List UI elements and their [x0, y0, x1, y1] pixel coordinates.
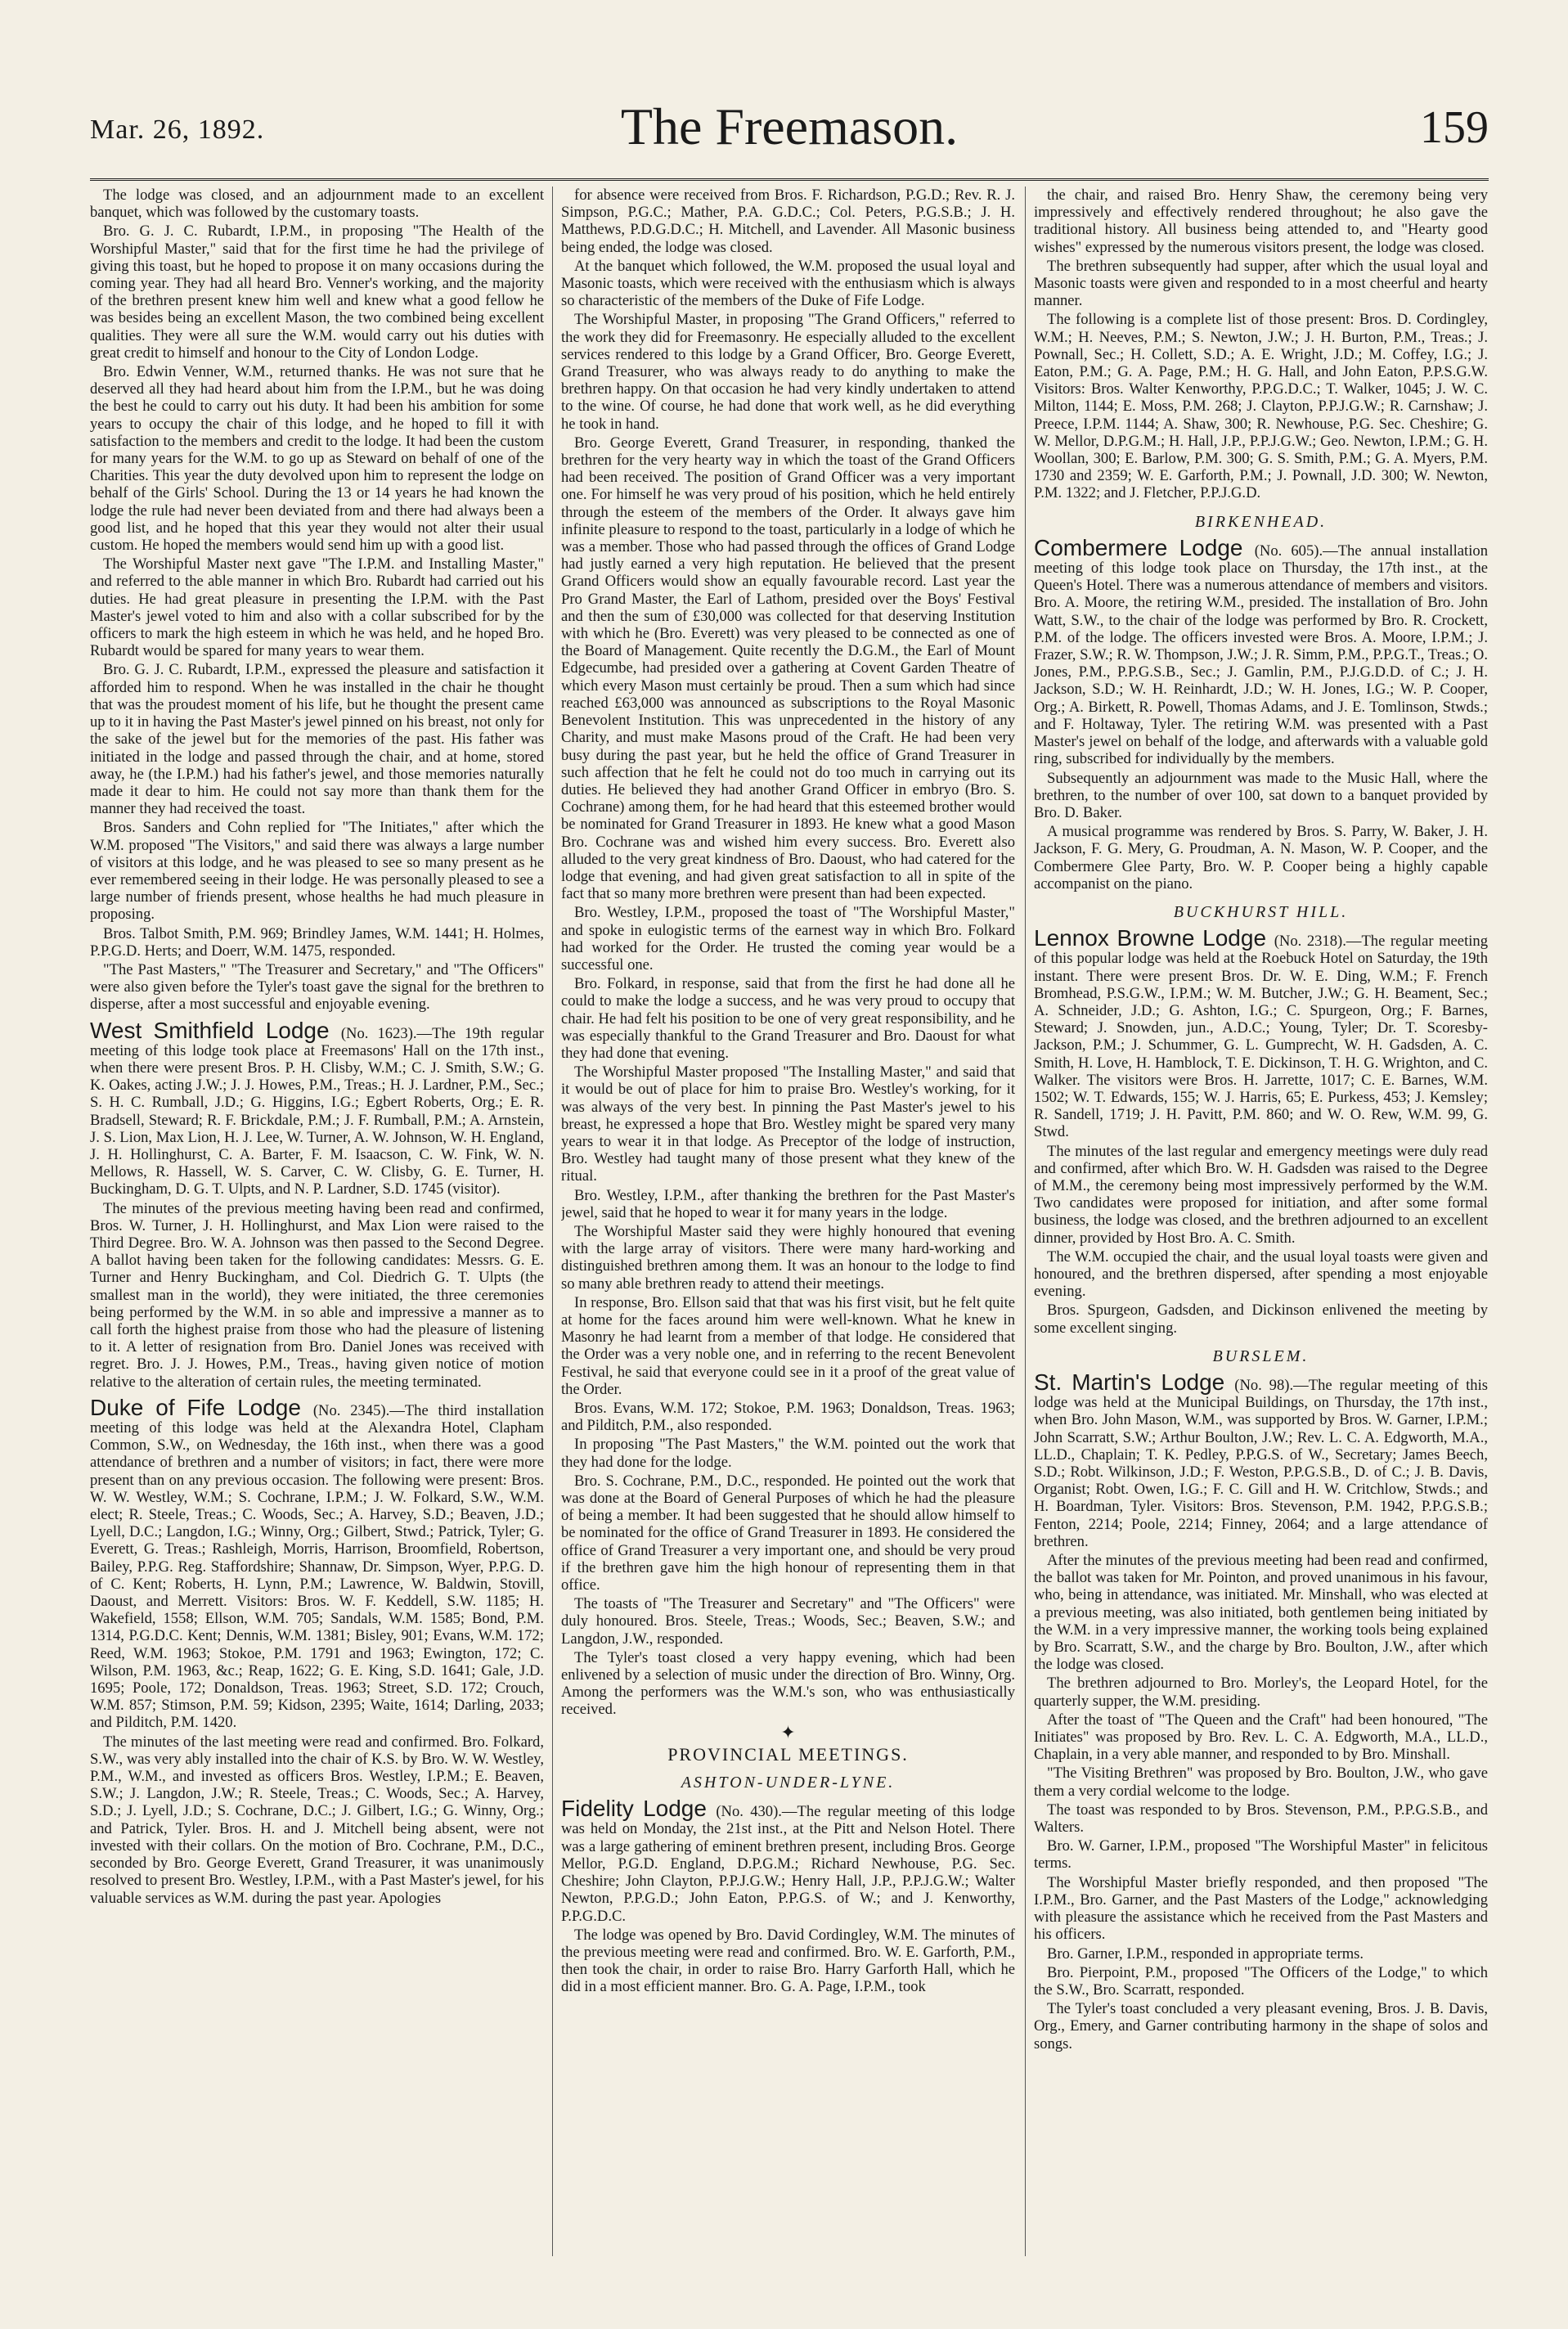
paragraph: St. Martin's Lodge (No. 98).—The regular meeting of this lodge was held at the Municipal Buildings, on Thursday, the 17th inst., when Bro. John Mason, W.M., was supported by Bros. W. Garner, I.P.M.; John Scarratt, S.W.; Arthur Boulton, J.W.; Rev. L. C. A. Edgworth, M.A., LL.D., Chaplain; T. K. Pedley, P.P.G.S. of W., Secretary; James Beech, S.D.; Robt. Wilkinson, J.D.; F. Weston, P.P.G.S.B., D. of C.; J. B. Davis, Organist; Robt. Owen, I.G.; F. C. Gill and H. W. Critchlow, Stwds.; and H. Boardman, Tyler. Visitors: Bros. Stevenson, P.M. 1942, P.P.G.S.B.; Fenton, 2214; Poole, 2214; Finney, 2064; and a large attendance of brethren. — [1034, 1369, 1488, 1550]
paragraph: Bro. W. Garner, I.P.M., proposed "The Worshipful Master" in felicitous terms. — [1034, 1837, 1488, 1873]
paragraph: In response, Bro. Ellson said that that was his first visit, but he felt quite at home for the faces around him were well-known. What he knew in Masonry he had learnt from a member of that lodge. He considered that the Order was a very noble one, and in referring to the recent Benevolent Festival, he said that everyone could see in it a proof of the great value of the Order. — [561, 1293, 1015, 1398]
paragraph: The brethren adjourned to Bro. Morley's, the Leopard Hotel, for the quarterly supper, the W.M. presiding. — [1034, 1675, 1488, 1710]
paragraph: Bro. George Everett, Grand Treasurer, in responding, thanked the brethren for the very hearty way in which the toast of the Grand Officers had been received. The position of Grand Officer was a very important one. For himself he was very proud of his position, which he held entirely through the esteem of the members of the Order. It always gave him infinite pleasure to respond to the toast, particularly in a lodge of which he was a member. Those who had passed through the offices of Grand Lodge had justly earned a very high reputation. He believed that the present Grand Officers would show an equally favourable record. Last year the Pro Grand Master, the Earl of Lathom, presided over the Boys' Festival and then the sum of £30,000 was collected for that deserving Institution with which he (Bro. Everett) was very pleased to be connected as one of the Board of Management. Quite recently the D.G.M., the Earl of Mount Edgecumbe, had presided over a gathering at Covent Garden Theatre of which every Mason must certainly be proud. Then a sum which had since reached £63,000 was announced as subscriptions to the Royal Masonic Benevolent Institution. This was unprecedented in the history of any Charity, and must make Masons proud of the Craft. He had been very busy during the past year, but he held the office of Grand Treasurer in such affection that he felt he could not do too much in carrying out its duties. He believed they had another Grand Officer in embryo (Bro. S. Cochrane) among them, for he had heard that this esteemed brother would be nominated for Grand Treasurer in 1893. He knew what a good Mason Bro. Cochrane was and wished him every success. Bro. Everett also alluded to the very great kindness of Bro. Daoust, who had catered for the lodge that evening, and had given great satisfaction to all in spite of the fact that so many more brethren were present than had been expected. — [561, 434, 1015, 903]
lodge-name: Lennox Browne Lodge — [1034, 925, 1274, 951]
section-ornament: ✦ — [780, 1721, 796, 1742]
paragraph: The minutes of the previous meeting having been read and confirmed, Bros. W. Turner, J. H. Hollinghurst, and Max Lion were raised to the Third Degree. Bro. W. A. Johnson was then passed to the Second Degree. A ballot having been taken for the following candidates: Messrs. G. E. Turner and Henry Buckingham, and Col. Diedrich G. T. Ulpts (the smallest man in the world), they were initiated, the three ceremonies being performed by the W.M. in so able and impressive a manner as to call forth the highest praise from those who had the pleasure of listening to it. A letter of resignation from Bro. Daniel Jones was received with regret. Bro. J. J. Howes, P.M., Treas., having given notice of motion relative to the alteration of certain rules, the meeting terminated. — [90, 1199, 544, 1391]
place-heading-burslem: BURSLEM. — [1212, 1347, 1310, 1365]
paragraph: Combermere Lodge (No. 605).—The annual installation meeting of this lodge took place on Thursday, the 17th inst., at the Queen's Hotel. There was a numerous attendance of members and visitors. Bro. A. Moore, the retiring W.M., presided. The installation of Bro. John Watt, S.W., to the chair of the lodge was performed by Bro. R. Crockett, P.M. of the lodge. The officers invested were Bros. A. Moore, I.P.M.; J. Frazer, S.W.; R. W. Thompson, J.W.; J. R. Simm, P.M., P.P.G.T., Treas.; O. Jones, P.M., P.P.G.S.B., Sec.; J. Gamlin, P.M., P.J.G.D.D. of C.; J. H. Jackson, S.D.; W. H. Reinhardt, J.D.; W. H. Jones, I.G.; W. P. Cooper, Org.; A. Birkett, R. Powell, Thomas Adams, and J. E. Tomlinson, Stwds.; and F. Holtaway, Tyler. The retiring W.M. was presented with a Past Master's jewel on behalf of the lodge, and afterwards with a valuable gold ring, subscribed for individually by the members. — [1034, 534, 1488, 768]
paragraph: The W.M. occupied the chair, and the usual loyal toasts were given and honoured, and the brethren dispersed, after spending a most enjoyable evening. — [1034, 1248, 1488, 1301]
paragraph: The following is a complete list of those present: Bros. D. Cordingley, W.M.; H. Neeves, P.M.; S. Newton, J.W.; J. H. Burton, P.M., Treas.; J. Pownall, Sec.; H. Collett, S.D.; A. E. Wright, J.D.; M. Coffey, I.G.; J. Eaton, P.M.; G. A. Page, P.M.; H. G. Hall, and John Eaton, P.P.S.G.W. Visitors: Bros. Walter Kenworthy, P.P.G.D.C.; T. Walker, 1045; J. W. C. Milton, 1144; E. Moss, P.M. 268; J. Clayton, P.P.J.G.W.; R. Carnshaw; J. Preece, I.P.M. 1144; A. Shaw, 300; R. Newhouse, P.G. Sec. Cheshire; G. W. Mellor, D.P.G.M.; H. Hall, J.P., P.P.J.G.W.; Geo. Newton, I.P.M.; G. H. Woollan, 300; E. Barlow, P.M. 300; G. S. Smith, P.M.; G. A. Myers, P.M. 1730 and 2359; W. E. Garforth, P.M.; J. Pownall, J.D. 300; W. Newton, P.M. 1322; and J. Fletcher, P.P.J.G.D. — [1034, 311, 1488, 502]
paragraph: Bros. Evans, W.M. 172; Stokoe, P.M. 1963; Donaldson, Treas. 1963; and Pilditch, P.M., also responded. — [561, 1400, 1015, 1435]
paragraph: The minutes of the last meeting were read and confirmed. Bro. Folkard, S.W., was very ably installed into the chair of K.S. by Bro. W. W. Westley, P.M., W.M., and invested as officers Bros. Westley, I.P.M.; E. Beaven, S.W.; J. Langdon, J.W.; R. Steele, Treas.; C. Woods, Sec.; A. Harvey, S.D.; J. Lyell, J.D.; S. Cochrane, D.C.; J. Gilbert, I.G.; G. Winny, Org.; and Patrick, Tyler. Bros. H. and J. Mitchell being absent, were not invested with their collars. On the motion of Bro. Cochrane, P.M., D.C., seconded by Bro. George Everett, Grand Treasurer, it was unanimously resolved to present Bro. Westley, I.P.M., with a Past Master's jewel, for his valuable services as W.M. during the past year. Apologies — [90, 1733, 544, 1907]
paragraph: The lodge was closed, and an adjournment made to an excellent banquet, which was followed by the customary toasts. — [90, 187, 544, 222]
paragraph: Duke of Fife Lodge (No. 2345).—The third installation meeting of this lodge was held at the Alexandra Hotel, Clapham Common, S.W., on Wednesday, the 16th inst., when there was a good attendance of brethren and a number of visitors; in fact, there were more present than on any previous occasion. The following were present: Bros. W. W. Westley, W.M.; S. Cochrane, I.P.M.; J. W. Folkard, S.W., W.M. elect; R. Steele, Treas.; C. Woods, Sec.; A. Harvey, S.D.; Beaven, J.D.; Lyell, D.C.; Langdon, I.G.; Winny, Org.; Gilbert, Stwd.; Patrick, Tyler; G. Everett, G. Treas.; Rashleigh, Morris, Harrison, Broomfield, Robertson, Bailey, P.P.G. Reg. Staffordshire; Shannaw, Dr. Simpson, Wyer, P.P.G. D. of C. Kent; Roberts, H. Lynn, P.M.; Lawrence, W. Baldwin, Stovill, Daoust, and Merrett. Visitors: Bros. W. F. Keddell, S.W. 1185; H. Wakefield, 1558; Ellson, W.M. 705; Sandals, W.M. 1585; Bond, P.M. 1314, P.G.D.C. Kent; Dennis, W.M. 1381; Bisley, 901; Evans, W.M. 172; Reed, W.M. 1963; Stokoe, P.M. 1791 and 1963; Ewington, 172; C. Wilson, P.M. 1963, &c.; Reap, 1622; G. E. King, S.D. 1641; Gale, J.D. 1695; Poole, 172; Donaldson, Treas. 1963; Street, S.D. 172; Crouch, W.M. 857; Stimson, P.M. 59; Kidson, 2395; Waite, 1614; Darling, 2033; and Pilditch, P.M. 1420. — [90, 1394, 544, 1732]
paragraph: the chair, and raised Bro. Henry Shaw, the ceremony being very impressively and effectively rendered throughout; he also gave the traditional history. All business being attended to, and "Hearty good wishes" expressed by the numerous visitors present, the lodge was closed. — [1034, 187, 1488, 256]
paragraph: The Tyler's toast concluded a very pleasant evening, Bros. J. B. Davis, Org., Emery, and Garner contributing harmony in the shape of solos and songs. — [1034, 2000, 1488, 2052]
paragraph: "The Past Masters," "The Treasurer and Secretary," and "The Officers" were also given before the Tyler's toast gave the signal for the brethren to disperse, after a most successful and enjoyable evening. — [90, 960, 544, 1014]
paragraph: Bros. Spurgeon, Gadsden, and Dickinson enlivened the meeting by some excellent singing. — [1034, 1302, 1488, 1337]
paragraph: The Worshipful Master said they were highly honoured that evening with the large array of visitors. There were many hard-working and distinguished brethren among them. It was an honour to the lodge to find so many able brethren ready to attend their meetings. — [561, 1222, 1015, 1293]
paragraph: Bros. Talbot Smith, P.M. 969; Brindley James, W.M. 1441; H. Holmes, P.P.G.D. Herts; and Doerr, W.M. 1475, responded. — [90, 924, 544, 960]
issue-date: Mar. 26, 1892. — [90, 115, 265, 145]
paragraph: After the minutes of the previous meeting had been read and confirmed, the ballot was taken for Mr. Pointon, and proved unanimous in his favour, who, being in attendance, was initiated. Mr. Minshall, who was elected at a previous meeting, was also initiated, both gentlemen being initiated by the W.M. in a very impressive manner, the working tools being explained by Bro. Scarratt, S.W., and the charge by Bro. Boulton, J.W., after which the lodge was closed. — [1034, 1552, 1488, 1674]
paragraph: Fidelity Lodge (No. 430).—The regular meeting of this lodge was held on Monday, the 21st inst., at the Pitt and Nelson Hotel. There was a large gathering of eminent brethren present, including Bros. George Mellor, P.G.D. England, D.P.G.M.; Richard Newhouse, P.G. Sec. Cheshire; John Clayton, P.P.J.G.W.; Henry Hall, J.P., P.P.J.G.W.; Walter Newton, P.P.G.D.; John Eaton, P.P.G.S. of W.; and J. Kenworthy, P.P.G.D.C. — [561, 1796, 1015, 1925]
paragraph: The Worshipful Master proposed "The Installing Master," and said that it would be out of place for him to praise Bro. Westley's working, for it was always of the very best. In pinning the Past Master's jewel to his breast, he expressed a hope that Bro. Westley might be spared very many years to wear it in that lodge. As Preceptor of the lodge of instruction, Bro. Westley had taught many of those present what they knew of the ritual. — [561, 1063, 1015, 1185]
lodge-name: Combermere Lodge — [1034, 534, 1255, 560]
paragraph: Bros. Sanders and Cohn replied for "The Initiates," after which the W.M. proposed "The Visitors," and said there was always a large number of visitors at this lodge, and he was pleased to see so many present as he ever remembered seeing in their lodge. He was personally pleased to see a large number of friends present, whose healths he had much pleasure in proposing. — [90, 819, 544, 924]
paragraph: for absence were received from Bros. F. Richardson, P.G.D.; Rev. R. J. Simpson, P.G.C.; Mather, P.A. G.D.C.; Col. Peters, P.G.S.B.; J. H. Matthews, P.D.G.D.C.; H. Mitchell, and Lavender. All Masonic business being ended, the lodge was closed. — [561, 187, 1015, 256]
paragraph: The lodge was opened by Bro. David Cordingley, W.M. The minutes of the previous meeting were read and confirmed. Bro. W. E. Garforth, P.M., then took the chair, in order to raise Bro. Harry Garforth Hall, which he did in a most efficient manner. Bro. G. A. Page, I.P.M., took — [561, 1926, 1015, 1996]
column-1 — [90, 187, 544, 2256]
place-heading-buckhurst: BUCKHURST HILL. — [1173, 902, 1349, 921]
lodge-name: West Smithfield Lodge — [90, 1017, 341, 1043]
column-3 — [1034, 187, 1488, 2256]
paragraph: After the toast of "The Queen and the Craft" had been honoured, "The Initiates" was proposed by Bro. Rev. L. C. A. Edgworth, M.A., LL.D., Chaplain, in a very able manner, and responded to by Bro. Minshall. — [1034, 1711, 1488, 1764]
paragraph: The brethren subsequently had supper, after which the usual loyal and Masonic toasts were given and responded to in a most cheerful and hearty manner. — [1034, 257, 1488, 310]
paragraph: The Worshipful Master, in proposing "The Grand Officers," referred to the work they did for Freemasonry. He especially alluded to the excellent services rendered to this lodge by a Grand Officer, Bro. George Everett, Grand Treasurer, who was always ready to do anything to make the brethren happy. On that occasion he had very kindly undertaken to attend to the wine. Of course, he had done that work well, as he did everything he took in hand. — [561, 311, 1015, 433]
paragraph: At the banquet which followed, the W.M. proposed the usual loyal and Masonic toasts, which were received with the enthusiasm which is always so characteristic of the members of the Duke of Fife Lodge. — [561, 257, 1015, 310]
lodge-name: St. Martin's Lodge — [1034, 1369, 1235, 1395]
paragraph: Subsequently an adjournment was made to the Music Hall, where the brethren, to the number of over 100, sat down to a banquet provided by Bro. D. Baker. — [1034, 769, 1488, 821]
paragraph: The Worshipful Master next gave "The I.P.M. and Installing Master," and referred to the able manner in which Bro. Rubardt had carried out his duties. He had great pleasure in presenting the I.P.M. with the Past Master's jewel voted to him and also with a collar subscribed for by the officers to mark the high esteem in which he was held, and he hoped Bro. Rubardt would be spared for many years to wear them. — [90, 555, 544, 660]
paragraph: Bro. Folkard, in response, said that from the first he had done all he could to make the lodge a success, and he was very proud to occupy that chair. He had felt his position to be one of very great responsibility, and he was especially thankful to the Grand Treasurer and Bro. Daoust for what they had done that evening. — [561, 975, 1015, 1062]
header-rule — [90, 178, 1489, 184]
column-2 — [561, 187, 1015, 2256]
paragraph: Bro. Pierpoint, P.M., proposed "The Officers of the Lodge," to which the S.W., Bro. Scarratt, responded. — [1034, 1963, 1488, 1999]
paragraph: Bro. G. J. C. Rubardt, I.P.M., in proposing "The Health of the Worshipful Master," said that for the first time he had the privilege of giving this toast, but he hoped to propose it on many occasions during the coming year. They had all heard Bro. Venner's working, and the majority of the brethren present knew him well and knew what a good fellow he was besides being an excellent Mason, the two combined being excellent qualities. They were all sure the W.M. would carry out his duties with great credit to himself and honour to the City of London Lodge. — [90, 223, 544, 362]
paragraph: Bro. Garner, I.P.M., responded in appropriate terms. — [1047, 1945, 1364, 1963]
place-heading-birkenhead: BIRKENHEAD. — [1194, 512, 1328, 531]
paragraph: Bro. Westley, I.P.M., proposed the toast of "The Worshipful Master," and spoke in eulogistic terms of the earnest way in which Bro. Folkard had worked for the Order. He trusted the coming year would be a successful one. — [561, 904, 1015, 973]
column-divider — [1025, 187, 1026, 2256]
paragraph: Bro. Westley, I.P.M., after thanking the brethren for the Past Master's jewel, said that he hoped to wear it for many years in the lodge. — [561, 1186, 1015, 1221]
paragraph: The toast was responded to by Bros. Stevenson, P.M., P.P.G.S.B., and Walters. — [1034, 1801, 1488, 1837]
paragraph: The Worshipful Master briefly responded, and then proposed "The I.P.M., Bro. Garner, and the Past Masters of the Lodge," acknowledging with pleasure the assistance which he received from the Past Masters and his officers. — [1034, 1873, 1488, 1944]
paragraph: Bro. Edwin Venner, W.M., returned thanks. He was not sure that he deserved all they had heard about him from the I.P.M., but he was doing the best he could to carry out his duty. It had been his ambition for some years to occupy the chair of this lodge, and he hoped to fill it with satisfaction to the members and credit to the lodge. It had been the custom for many years for the W.M. to go up as Steward on behalf of one of the Charities. This year the duty devolved upon him to represent the lodge on behalf of the Girls' School. During the 13 or 14 years he had known the lodge the rule had never been deviated from and there had always been a good list, and he hoped that this year they would not alter their usual custom. He hoped the members would send him up with a good list. — [90, 363, 544, 555]
page-header — [90, 90, 1489, 155]
paragraph: The toasts of "The Treasurer and Secretary" and "The Officers" were duly honoured. Bros. Steele, Treas.; Woods, Sec.; Beaven, S.W.; and Langdon, J.W., responded. — [561, 1595, 1015, 1648]
lodge-name: Fidelity Lodge — [561, 1796, 717, 1822]
page-number: 159 — [1420, 102, 1489, 153]
lodge-name: Duke of Fife Lodge — [90, 1394, 313, 1420]
paragraph: The minutes of the last regular and emergency meetings were duly read and confirmed, after which Bro. W. H. Gadsden was raised to the Degree of M.M., the ceremony being most impressively performed by the W.M. Two candidates were proposed for initiation, and after some formal business, the lodge was closed, and the brethren adjourned to an excellent dinner, provided by Host Bro. A. C. Smith. — [1034, 1142, 1488, 1247]
place-heading-ashton: ASHTON-UNDER-LYNE. — [681, 1774, 896, 1792]
paragraph: In proposing "The Past Masters," the W.M. pointed out the work that they had done for the lodge. — [561, 1436, 1015, 1471]
masthead-title: The Freemason. — [620, 97, 959, 155]
paragraph: A musical programme was rendered by Bros. S. Parry, W. Baker, J. H. Jackson, F. G. Mery, G. Proudman, A. N. Mason, W. P. Cooper, and the Combermere Glee Party, Bro. W. P. Cooper being a highly capable accompanist on the piano. — [1034, 823, 1488, 892]
paragraph: West Smithfield Lodge (No. 1623).—The 19th regular meeting of this lodge took place at Freemasons' Hall on the 17th inst., when there were present Bros. P. H. Clisby, W.M.; C. J. Smith, S.W.; G. K. Oakes, acting J.W.; J. J. Howes, P.M., Treas.; H. J. Lardner, P.M., Sec.; S. H. C. Rumball, J.D.; G. Higgins, I.G.; Egbert Roberts, Org.; E. R. Bradsell, Steward; R. F. Brickdale, P.M.; J. F. Rumball, P.M.; A. Arnstein, J. S. Lion, Max Lion, H. J. Lee, W. Turner, A. W. Johnson, W. H. England, J. H. Hollinghurst, C. A. Barter, F. M. Isaacson, C. W. Fink, W. N. Mellows, R. Hassell, W. S. Carver, C. W. Clisby, G. E. Turner, H. Buckingham, D. G. T. Ulpts, and N. P. Lardner, S.D. 1745 (visitor). — [90, 1017, 544, 1198]
paragraph: Bro. G. J. C. Rubardt, I.P.M., expressed the pleasure and satisfaction it afforded him to respond. When he was installed in the chair he thought that was the proudest moment of his life, but he thought the present came up to it in having the Past Master's jewel pinned on his breast, not only for the sake of the jewel but for the memories of the past. His father was initiated in the lodge and passed through the chair, and at home, stored away, he (the I.P.M.) had his father's jewel, and those memories naturally made it dear to him. He could not say more than thank them for the manner they had received the toast. — [90, 661, 544, 818]
paragraph: "The Visiting Brethren" was proposed by Bro. Boulton, J.W., who gave them a very cordial welcome to the lodge. — [1034, 1765, 1488, 1800]
section-heading-provincial: PROVINCIAL MEETINGS. — [667, 1743, 909, 1765]
paragraph: Lennox Browne Lodge (No. 2318).—The regular meeting of this popular lodge was held at the Roebuck Hotel on Saturday, the 19th instant. There were present Bros. Dr. W. E. Ding, W.M.; F. French Bromhead, P.S.G.W., I.P.M.; W. M. Butcher, J.W.; G. H. Beament, Sec.; A. Schneider, J.D.; G. Ashton, I.G.; C. Spurgeon, Org.; F. Barnes, Steward; J. Snowden, jun., A.D.C.; Young, Tyler; Dr. T. Scoresby-Jackson, P.M.; J. Schummer, G. L. Gumprecht, W. H. Gadsden, A. C. Smith, H. Love, H. Hamblock, T. E. Dickinson, T. H. G. Wrighton, and C. Walker. The visitors were Bros. H. Jarrette, 1017; C. E. Barnes, W.M. 1502; W. T. Edwards, 155; W. J. Harris, 65; E. Purkess, 453; J. Kemsley; R. Sandell, 1719; J. H. Pavitt, P.M. 860; and W. O. Rew, W.M. 99, G. Stwd. — [1034, 925, 1488, 1141]
paragraph: The Tyler's toast closed a very happy evening, which had been enlivened by a selection of music under the direction of Bro. Winny, Org. Among the performers was the W.M.'s son, who was enthusiastically received. — [561, 1648, 1015, 1719]
column-divider — [552, 187, 553, 2256]
paragraph: Bro. S. Cochrane, P.M., D.C., responded. He pointed out the work that was done at the Board of General Purposes of which he had the pleasure of being a member. It had been suggested that he should allow himself to be nominated for the office of Grand Treasurer in 1893. He considered the office of Grand Treasurer a very important one, and should be very proud if the brethren gave him the high honour of representing them in that office. — [561, 1472, 1015, 1594]
